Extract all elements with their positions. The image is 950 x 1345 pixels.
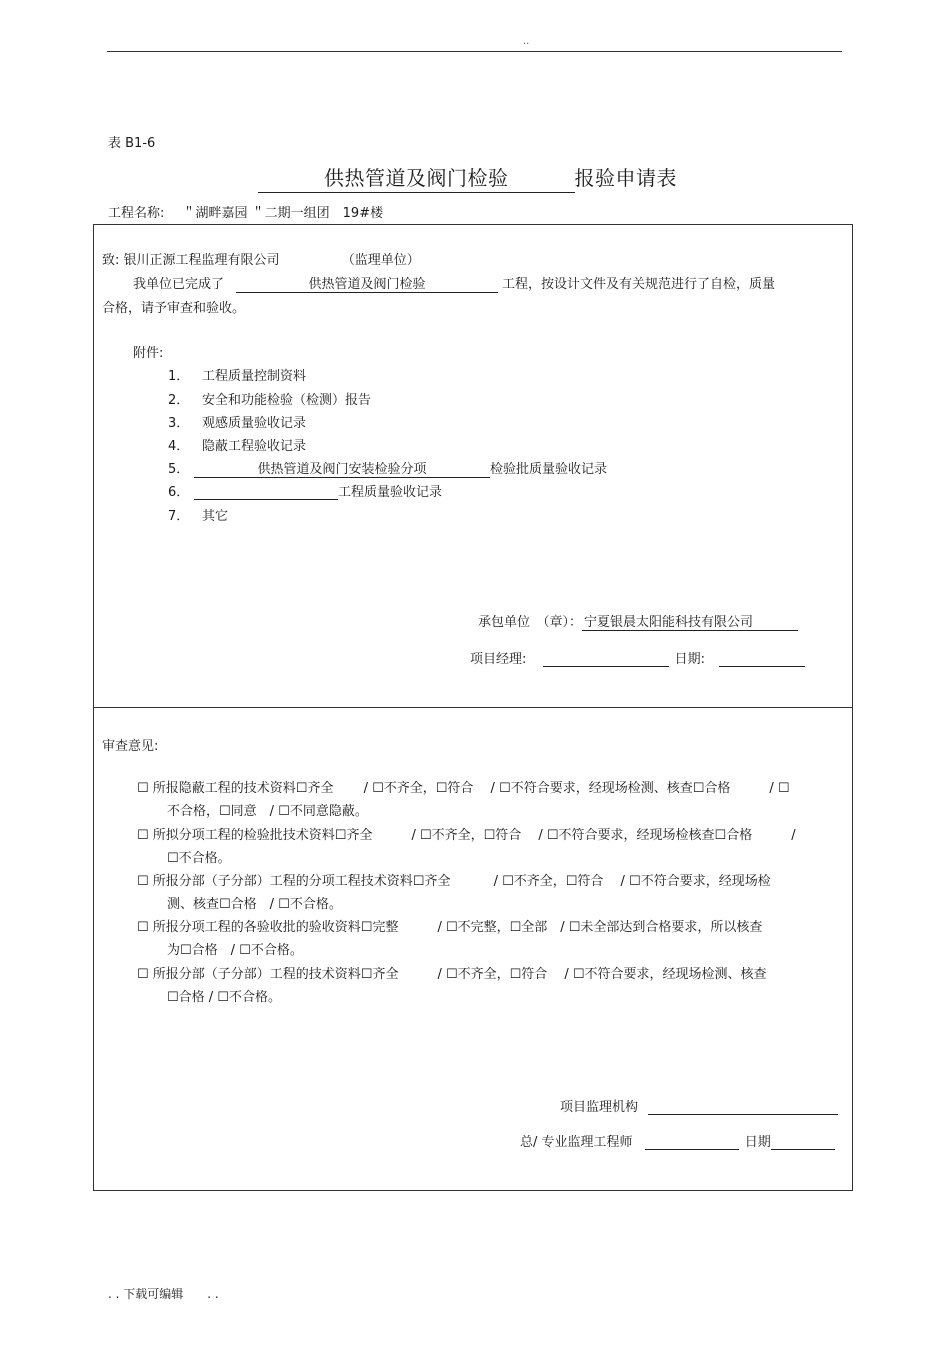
project-value: ＂湖畔嘉园 ＂二期一组团 19#楼: [182, 206, 384, 221]
review-item: ☐ 所报隐蔽工程的技术资料☐齐全 / ☐不齐全，☐符合 / ☐不符合要求，经现场检测、核查☐合格 / ☐ 不合格，☐同意 / ☐不同意隐蔽。: [137, 781, 790, 819]
review-label: 审查意见:: [102, 739, 159, 754]
manager-signature-field: [543, 652, 669, 667]
review-item: ☐ 所报分部（子分部）工程的分项工程技术资料☐齐全 / ☐不齐全，☐符合 / ☐不符合要求，经现场检 测、核查☐合格 / ☐不合格。: [137, 874, 771, 912]
review-item: ☐ 所报分项工程的各验收批的验收资料☐完整 / ☐不完整，☐全部 / ☐未全部达到合格要求，所以核查 为☐合格 / ☐不合格。: [137, 920, 763, 958]
attachments-label: 附件:: [133, 346, 164, 361]
supervisor-line: [520, 1131, 835, 1150]
attachment-item: 3． 观感质量验收记录: [168, 416, 307, 431]
supervisor-date-field: [771, 1135, 835, 1150]
contractor-line: [478, 611, 798, 631]
manager-line: [470, 648, 805, 667]
attachment-item: 5． 供热管道及阀门安装检验分项 检验批质量验收记录: [168, 458, 607, 478]
supervision-org-label: 项目监理机构: [560, 1100, 639, 1115]
header-rule: [107, 51, 842, 52]
to-label: 致:: [102, 253, 120, 268]
form-number: 表 B1-6: [108, 136, 156, 151]
title-subject: 供热管道及阀门检验: [258, 162, 575, 193]
project-name: [108, 202, 383, 221]
supervisor-date-label: 日期: [744, 1135, 771, 1150]
attachment-item: 4． 隐蔽工程验收记录: [168, 439, 307, 454]
to-value: 银川正源工程监理有限公司: [123, 253, 280, 268]
attachment-item: 1． 工程质量控制资料: [168, 369, 307, 384]
supervisor-label: 总/ 专业监理工程师: [520, 1135, 633, 1150]
to-unit: （监理单位）: [341, 253, 420, 268]
supervision-org-line: [560, 1096, 838, 1115]
contractor-value: 宁夏银晨太阳能科技有限公司: [582, 611, 798, 631]
title-suffix: 报验申请表: [574, 166, 677, 190]
review-item: ☐ 所拟分项工程的检验批技术资料☐齐全 / ☐不齐全，☐符合 / ☐不符合要求，经现场检核查☐合格 / ☐不合格。: [137, 828, 796, 866]
header-dots: ..: [523, 36, 530, 47]
completion-line-2: 合格，请予审查和验收。: [102, 301, 246, 316]
completion-prefix: 我单位已完成了: [133, 277, 225, 292]
supervision-org-field: [648, 1100, 838, 1115]
manager-label: 项目经理:: [470, 652, 527, 667]
completion-suffix: 工程，按设计文件及有关规范进行了自检，质量: [502, 277, 776, 292]
attachment-fill-field: 供热管道及阀门安装检验分项: [194, 458, 490, 478]
manager-date-field: [719, 652, 805, 667]
attachment-blank-field: [194, 485, 338, 500]
manager-date-label: 日期:: [674, 652, 706, 667]
attachment-item: 7． 其它: [168, 509, 229, 524]
page-title: [258, 162, 677, 193]
review-item: ☐ 所报分部（子分部）工程的技术资料☐齐全 / ☐不齐全，☐符合 / ☐不符合要求，经现场检测、核查 ☐合格 / ☐不合格。: [137, 967, 767, 1005]
footer-note: . . 下载可编辑 . .: [108, 1287, 219, 1301]
attachment-item: 6． 工程质量验收记录: [168, 485, 443, 500]
attachment-item: 2． 安全和功能检验（检测）报告: [168, 393, 372, 408]
completion-work-field: 供热管道及阀门检验: [236, 273, 498, 293]
addressee-line: [102, 249, 420, 268]
project-label: 工程名称:: [108, 206, 165, 221]
contractor-label: 承包单位 （章）：: [478, 615, 583, 630]
supervisor-signature-field: [645, 1135, 739, 1150]
completion-line: [133, 273, 775, 293]
